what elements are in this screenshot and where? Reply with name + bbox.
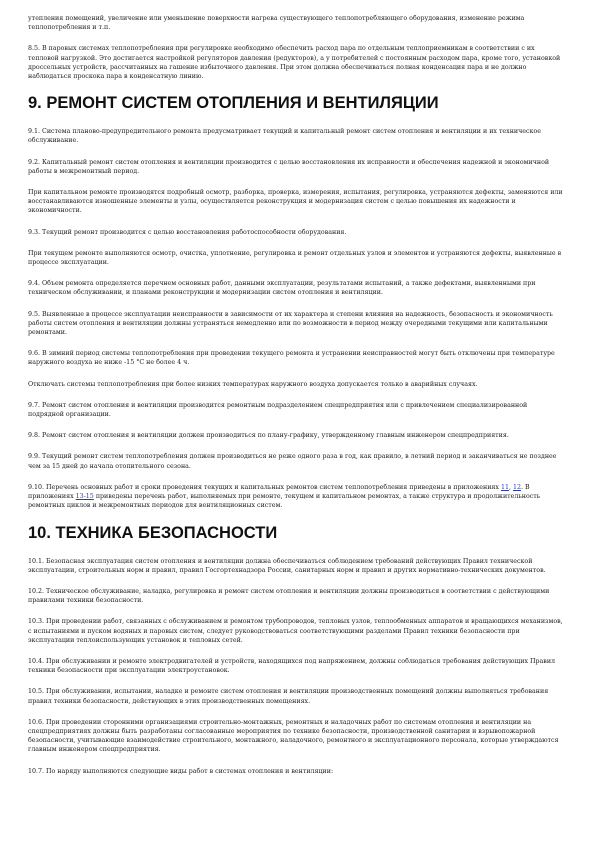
paragraph-9-6: 9.6. В зимний период системы теплопотребления при проведении текущего ремонта и устранении неисправностей могут быть отключены при температуре наружного воздуха не ниже -15 °С не более 4 ч. (28, 350, 555, 367)
paragraph-10-1: 10.1. Безопасная эксплуатация систем отопления и вентиляции должна обеспечиваться соблюдением требований действующих Правил технической эксплуатации, строительных норм и правил, правил Госгортехнадзора России, санитарных норм и правил и других нормативно-технических документов. (28, 557, 546, 574)
section-9-heading: 9. РЕМОНТ СИСТЕМ ОТОПЛЕНИЯ И ВЕНТИЛЯЦИИ (28, 94, 439, 113)
paragraph-9-2: 9.2. Капитальный ремонт систем отопления и вентиляции производится с целью восстановления их исправности и обеспечения надежной и экономичной работы в межремонтный период. (28, 158, 550, 175)
text-segment: приведены перечень работ, выполняемых при ремонте, текущем и капитальном ремонтах, а также структура и продолжительность ремонтных циклов и межремонтных периодов для вентиляционных систем. (28, 493, 541, 510)
paragraph-9-2-cont: При капитальном ремонте производятся подробный осмотр, разборка, проверка, измерения, испытания, регулировка, устраняются дефекты, заменяются или восстанавливаются изношенные элементы и узлы, осуществляется реконструкция и модернизация систем с целью повышения их надежности и экономичности. (28, 189, 563, 215)
intro-paragraph-1: утепления помещений, увеличение или уменьшение поверхности нагрева существующего теплопотребляющего оборудования, изменение режима теплопотребления и т.п. (28, 15, 525, 32)
paragraph-10-3: 10.3. При проведении работ, связанных с обслуживанием и ремонтом трубопроводов, тепловых узлов, теплообменных аппаратов и вращающихся механизмов, с испытаниями и пуском водяных и паровых систем, следует руководствоваться соответствующими разделами Правил техники безопасности при эксплуатации теплоиспользующих установок и тепловых сетей. (28, 618, 563, 644)
section-10-heading: 10. ТЕХНИКА БЕЗОПАСНОСТИ (28, 523, 278, 542)
paragraph-9-7: 9.7. Ремонт систем отопления и вентиляции производится ремонтным подразделением спецпредприятия или с привлечением специализированной подрядной организации. (28, 401, 528, 419)
paragraph-10-6: 10.6. При проведении сторонними организациями строительно-монтажных, ремонтных и наладочных работ по системам отопления и вентиляции на спецпредприятиях должны быть разработаны согласованные мероприятия по технике безопасности, производственной санитарии и взрывопожарной безопасности, учитывающие взаимодействие строительного, монтажного, наладочного, ремонтного и эксплуатационного персонала, которые утверждаются главным инженером спецпредприятия. (28, 718, 559, 754)
appendix-link-12[interactable]: 12 (512, 483, 521, 491)
paragraph-10-7: 10.7. По наряду выполняются следующие виды работ в системах отопления и вентиляции: (28, 767, 334, 775)
paragraph-9-5: 9.5. Выявленные в процессе эксплуатации неисправности в зависимости от их характера и степени влияния на надежность, безопасность и экономичность работы систем отопления и вентиляции должны устраняться немедленно или по возможности в период между очередными текущими или капитальными ремонтами. (28, 310, 553, 337)
text-segment: . В приложениях (28, 483, 530, 501)
paragraph-10-2: 10.2. Техническое обслуживание, наладка, регулировка и ремонт систем отопления и вентиляции должны производиться в соответствии с действующими правилами техники безопасности. (28, 587, 550, 605)
appendix-link-13-15[interactable]: 13-15 (75, 493, 94, 501)
paragraph-10-4: 10.4. При обслуживании и ремонте электродвигателей и устройств, находящихся под напряжением, должны соблюдаться требования действующих Правил техники безопасности при эксплуатации электроустановок. (28, 657, 556, 675)
paragraph-9-8: 9.8. Ремонт систем отопления и вентиляции должен производиться по плану-графику, утвержденному главным инженером спецпредприятия. (28, 432, 509, 440)
text-segment: 9.10. Перечень основных работ и сроки проведения текущих и капитальных ремонтов систем теплопотребления приведены в приложениях (28, 483, 501, 491)
paragraph-9-1: 9.1. Система планово-предупредительного ремонта предусматривает текущий и капитальный ремонт систем отопления и вентиляции и их техническое обслуживание. (28, 128, 541, 145)
paragraph-9-9: 9.9. Текущий ремонт систем теплопотребления должен производиться не реже одного раза в год, как правило, в летний период и заканчиваться не позднее чем за 15 дней до начала отопительного сезона. (28, 453, 557, 470)
document-page (28, 14, 564, 788)
paragraph-9-4: 9.4. Объем ремонта определяется перечнем основных работ, данными эксплуатации, результатами испытаний, а также дефектами, выявленными при техническом обслуживании, и планами реконструкции и модернизации систем отопления и вентиляции. (28, 280, 536, 297)
paragraph-10-5: 10.5. При обслуживании, испытании, наладке и ремонте систем отопления и вентиляции производственных помещений должны выполняться требования правил техники безопасности, действующих в этих производственных помещениях. (28, 688, 549, 705)
appendix-link-11[interactable]: 11 (500, 483, 509, 491)
paragraph-9-6-cont: Отключать системы теплопотребления при более низких температурах наружного воздуха допускается только в аварийных случаях. (28, 380, 478, 388)
paragraph-8-5: 8.5. В паровых системах теплопотребления при регулировке необходимо обеспечить расход пара по отдельным теплоприемникам в соответствии с их тепловой нагрузкой. Это достигается настройкой регуляторов давления (редукторов), а у потребителей с постоянным расходом пара, кроме того, установкой дроссельных устройств, рассчитанных на гашение избыточного давления. При этом должна обеспечиваться полная конденсация пара и не должно наблюдаться проскока пара в конденсатную линию. (28, 45, 561, 81)
paragraph-9-3-cont: При текущем ремонте выполняются осмотр, очистка, уплотнение, регулировка и ремонт отдельных узлов и элементов и устраняются дефекты, выявленные в процессе эксплуатации. (28, 249, 562, 267)
text-segment: , (508, 483, 513, 491)
paragraph-9-3: 9.3. Текущий ремонт производится с целью восстановления работоспособности оборудования. (28, 228, 347, 236)
paragraph-9-10 (28, 483, 564, 511)
